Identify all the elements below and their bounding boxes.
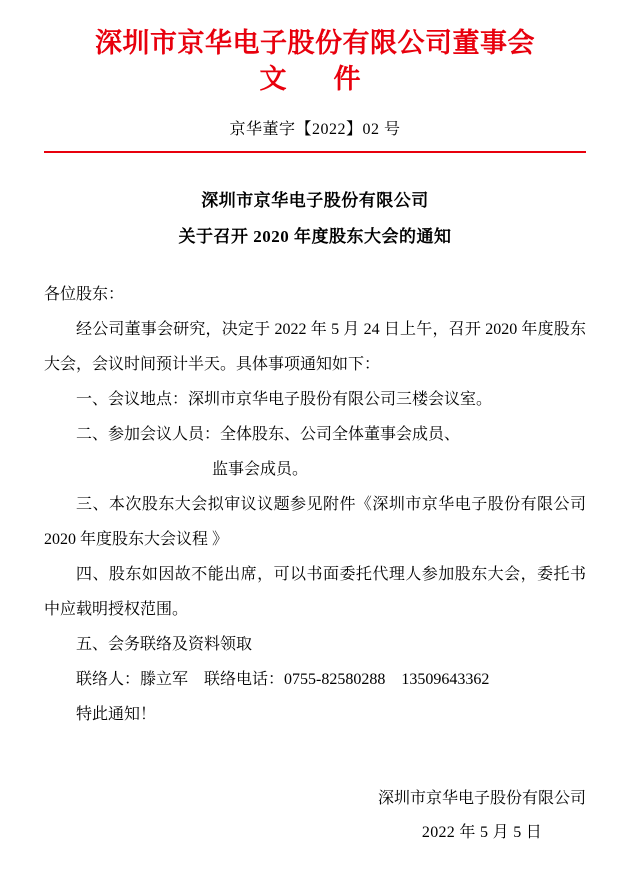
letterhead-line-2: 文 件 xyxy=(259,64,371,94)
title-line-subject: 关于召开 2020 年度股东大会的通知 xyxy=(178,227,452,246)
letterhead xyxy=(44,0,586,153)
document-body xyxy=(44,277,586,732)
signature-block xyxy=(378,782,586,850)
body-item-3: 三、本次股东大会拟审议议题参见附件《深圳市京华电子股份有限公司 2020 年度股东大会议程 》 xyxy=(44,496,586,548)
document-title xyxy=(44,183,586,255)
salutation: 各位股东： xyxy=(44,286,125,303)
body-item-2-continuation: 监事会成员。 xyxy=(212,461,309,478)
red-divider-rule xyxy=(44,151,586,153)
body-paragraph-1: 经公司董事会研究，决定于 2022 年 5 月 24 日上午，召开 2020 年度股东大会，会议时间预计半天。具体事项通知如下： xyxy=(44,321,586,373)
closing-line: 特此通知！ xyxy=(76,706,157,723)
signature-company: 深圳市京华电子股份有限公司 xyxy=(377,790,586,807)
letterhead-line-1: 深圳市京华电子股份有限公司董事会 xyxy=(95,28,535,58)
document-number: 京华董字【2022】02 号 xyxy=(229,121,401,138)
body-item-5: 五、会务联络及资料领取 xyxy=(76,636,253,653)
body-item-4: 四、股东如因故不能出席，可以书面委托代理人参加股东大会，委托书中应载明授权范围。 xyxy=(44,566,586,618)
title-line-company: 深圳市京华电子股份有限公司 xyxy=(201,191,429,210)
signature-date: 2022 年 5 月 5 日 xyxy=(421,824,543,841)
body-item-2: 二、参加会议人员：全体股东、公司全体董事会成员、 xyxy=(76,426,461,443)
body-item-1: 一、会议地点：深圳市京华电子股份有限公司三楼会议室。 xyxy=(76,391,493,408)
contact-line: 联络人：滕立军 联络电话：0755-82580288 13509643362 xyxy=(76,671,490,688)
